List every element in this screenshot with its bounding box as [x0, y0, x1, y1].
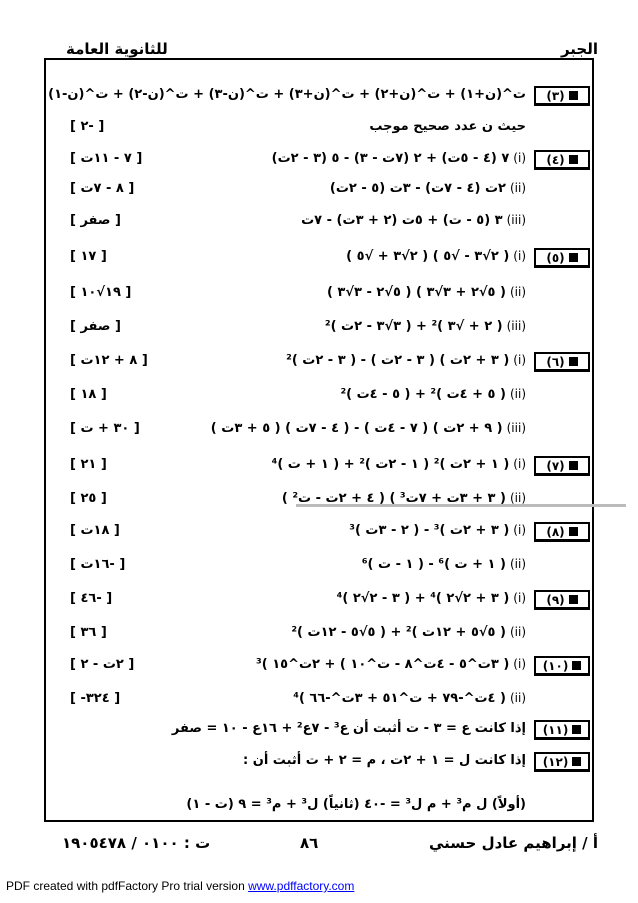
- exercise-row: [46, 750, 596, 776]
- expression-text: ( ٣ + ٢ت ) ( ٣ - ٢ت ) - ( ٣ - ٢ت )²: [286, 353, 510, 368]
- expression-text: (أولاً) ل م³ + م ل³ = -٤٠ (ثانياً) ل³ + م³ = ٩ (ت - ١): [186, 797, 526, 812]
- exercise-row: [46, 316, 596, 342]
- answer-bracket: [ ٨ + ١٢ت ]: [70, 353, 148, 368]
- question-number-box: [534, 752, 590, 772]
- expression-text: ( ٢ + √٣ )² + ( ٣√٣ - ٢ت )²: [324, 319, 503, 334]
- answer-bracket: [ ٢٥ ]: [70, 491, 107, 506]
- question-number-box: [534, 456, 590, 476]
- exercise-expression: [340, 387, 526, 402]
- header-left: للثانوية العامة: [66, 40, 168, 58]
- answer-bracket: [ ٨ - ٧ت ]: [70, 181, 135, 196]
- answer-bracket: [ ١٧ ]: [70, 249, 107, 264]
- sub-part-label: (i): [513, 657, 526, 671]
- exercise-expression: [293, 691, 526, 706]
- exercise-row: [46, 588, 596, 614]
- exercise-row: [46, 622, 596, 648]
- exercise-expression: [48, 87, 526, 102]
- question-number-box: [534, 522, 590, 542]
- exercise-row: [46, 794, 596, 820]
- exercise-expression: [286, 353, 526, 368]
- exercise-expression: [349, 523, 526, 538]
- expression-text: إذا كانت ل = ١ + ٢ت ، م = ٢ + ت أثبت أن :: [243, 753, 526, 768]
- square-bullet-icon: [569, 595, 578, 604]
- sub-part-label: (i): [513, 249, 526, 263]
- sub-part-label: (ii): [509, 557, 526, 571]
- exercise-expression: [369, 119, 526, 134]
- pdf-credit: [6, 879, 354, 893]
- square-bullet-icon: [569, 527, 578, 536]
- exercise-row: [46, 148, 596, 174]
- sub-part-label: (ii): [509, 691, 526, 705]
- square-bullet-icon: [569, 461, 578, 470]
- square-bullet-icon: [572, 661, 581, 670]
- question-number: (٣): [546, 88, 565, 103]
- question-number: (١٢): [542, 754, 569, 769]
- expression-text: ( ١ + ٢ت )² ( ١ - ٢ت )² + ( ١ + ت )⁴: [271, 457, 510, 472]
- exercise-expression: [325, 319, 526, 334]
- exercise-row: [46, 210, 596, 236]
- sub-part-label: (i): [513, 591, 526, 605]
- question-number-box: [534, 656, 590, 676]
- header-right: الجبر: [560, 40, 598, 58]
- square-bullet-icon: [569, 155, 578, 164]
- exercise-expression: [301, 213, 526, 228]
- sub-part-label: (i): [513, 523, 526, 537]
- answer-bracket: [ ٧ - ١١ت ]: [70, 151, 143, 166]
- answer-bracket: [ ٢ت - ٢ ]: [70, 657, 135, 672]
- exercise-row: [46, 718, 596, 744]
- exercise-expression: [256, 657, 526, 672]
- question-number: (١٠): [542, 658, 569, 673]
- exercise-row: [46, 178, 596, 204]
- question-number: (٧): [546, 458, 565, 473]
- exercise-expression: [337, 591, 526, 606]
- footer-author: أ / إبراهيم عادل حسني: [428, 834, 598, 852]
- question-number-box: [534, 720, 590, 740]
- expression-text: ( ٢√٣ - √٥ ) ( ٢√٣ + √٥ ): [346, 249, 510, 264]
- answer-bracket: [ صفر ]: [70, 319, 121, 334]
- expression-text: ( ٩ + ٢ت ) ( ٧ - ٤ت ) - ( ٤ - ٧ت ) ( ٥ + ٣ت ): [210, 421, 503, 436]
- question-number: (٦): [546, 354, 565, 369]
- sub-part-label: (ii): [509, 285, 526, 299]
- exercise-expression: [172, 721, 526, 736]
- question-number-box: [534, 248, 590, 268]
- exercise-expression: [327, 285, 526, 300]
- answer-bracket: [ ١٨ت ]: [70, 523, 120, 538]
- exercise-row: [46, 246, 596, 272]
- exercise-expression: [211, 421, 526, 436]
- sub-part-label: (iii): [506, 319, 526, 333]
- expression-text: ت^(ن+١) + ت^(ن+٢) + ت^(ن+٣) + ت^(ن-٣) + ت^(ن-٢) + ت^(ن-١): [48, 87, 526, 102]
- question-number-box: [534, 86, 590, 106]
- exercise-row: [46, 116, 596, 142]
- exercise-row: [46, 384, 596, 410]
- exercise-expression: [346, 249, 526, 264]
- exercise-row: [46, 688, 596, 714]
- square-bullet-icon: [572, 757, 581, 766]
- sub-part-label: (i): [513, 151, 526, 165]
- question-number: (٤): [546, 152, 565, 167]
- expression-text: ( ٣ + ٢√٢ )⁴ + ( ٣ - ٢√٢ )⁴: [336, 591, 510, 606]
- exercise-expression: [362, 557, 526, 572]
- expression-text: ( ٥ + ٤ت )² + ( ٥ - ٤ت )²: [340, 387, 506, 402]
- question-number: (٥): [546, 250, 565, 265]
- exercise-expression: [272, 457, 526, 472]
- sub-part-label: (ii): [509, 491, 526, 505]
- expression-text: ( ٥√٥ + ١٢ت )² + ( ٥√٥ - ١٢ت )²: [291, 625, 506, 640]
- exercise-expression: [186, 797, 526, 812]
- answer-bracket: [ ٣٠ + ت ]: [70, 421, 140, 436]
- exercise-row: [46, 454, 596, 480]
- exercise-row: [46, 654, 596, 680]
- expression-text: ( ٤ت^-٧٩ + ت^٥١ + ٣ت^-٦٦ )⁴: [293, 691, 506, 706]
- expression-text: حيث ن عدد صحيح موجب: [369, 119, 526, 134]
- square-bullet-icon: [569, 357, 578, 366]
- square-bullet-icon: [572, 725, 581, 734]
- exercise-expression: [243, 753, 526, 768]
- exercise-expression: [330, 181, 526, 196]
- sub-part-label: (i): [513, 353, 526, 367]
- exercise-row: [46, 418, 596, 444]
- question-number: (٨): [546, 524, 565, 539]
- expression-text: ( ٣ت^٥ - ٤ت^٨ - ت^١٠ ) + ٢ت^١٥ )³: [256, 657, 510, 672]
- question-number-box: [534, 352, 590, 372]
- sub-part-label: (ii): [509, 181, 526, 195]
- answer-bracket: [ صفر ]: [70, 213, 121, 228]
- answer-bracket: [ ٢١ ]: [70, 457, 107, 472]
- sub-part-label: (i): [513, 457, 526, 471]
- answer-bracket: [ ٣٦ ]: [70, 625, 107, 640]
- credit-text: PDF created with pdfFactory Pro trial version: [6, 879, 249, 893]
- footer-page-number: ٨٦: [300, 834, 319, 852]
- exercise-row: [46, 84, 596, 110]
- square-bullet-icon: [569, 91, 578, 100]
- answer-bracket: [ ٣٢٤- ]: [70, 691, 121, 706]
- expression-text: إذا كانت ع = ٣ - ت أثبت أن ع³ - ٧ع² + ١٦ع - ١٠ = صفر: [171, 721, 526, 736]
- sub-part-label: (iii): [506, 213, 526, 227]
- sub-part-label: (iii): [506, 421, 526, 435]
- expression-text: ( ٥√٢ + ٣√٣ ) ( ٥√٢ - ٣√٣ ): [326, 285, 506, 300]
- exercise-expression: [272, 151, 526, 166]
- answer-bracket: [ ١٨ ]: [70, 387, 107, 402]
- answer-bracket: [ ١٩√١٠ ]: [70, 285, 132, 300]
- expression-text: ٧ (٤ - ٥ت) + ٢ (٧ت - ٣) - ٥ (٣ - ٢ت): [271, 151, 510, 166]
- exercise-row: [46, 520, 596, 546]
- answer-bracket: [ -٤٦ ]: [70, 591, 113, 606]
- question-number-box: [534, 590, 590, 610]
- answer-bracket: [ -١٦ت ]: [70, 557, 126, 572]
- footer-phone: ت : ٠١٠٠ / ١٩٠٥٤٧٨: [62, 834, 211, 852]
- exercise-row: [46, 350, 596, 376]
- square-bullet-icon: [569, 253, 578, 262]
- sub-part-label: (ii): [509, 625, 526, 639]
- exercise-row: [46, 488, 596, 514]
- credit-link[interactable]: www.pdffactory.com: [248, 879, 355, 893]
- expression-text: ٢ت (٤ - ٧ت) - ٣ت (٥ - ٢ت): [329, 181, 506, 196]
- exercise-expression: [282, 491, 526, 506]
- expression-text: ( ١ + ت )⁶ - ( ١ - ت )⁶: [361, 557, 506, 572]
- answer-bracket: [ -٢ ]: [70, 119, 105, 134]
- exercise-expression: [291, 625, 526, 640]
- expression-text: ( ٣ + ٢ت )³ - ( ٢ - ٣ت )³: [349, 523, 510, 538]
- expression-text: ( ٣ + ٣ت + ٧ت³ ) ( ٤ + ٢ت - ت² ): [281, 491, 506, 506]
- question-number-box: [534, 150, 590, 170]
- expression-text: ٣ (٥ - ت) + ٥ت (٢ + ٣ت) - ٧ت: [301, 213, 503, 228]
- exercise-row: [46, 282, 596, 308]
- sub-part-label: (ii): [509, 387, 526, 401]
- question-number: (٩): [546, 592, 565, 607]
- exercise-frame: [44, 58, 594, 822]
- exercise-row: [46, 554, 596, 580]
- question-number: (١١): [542, 722, 569, 737]
